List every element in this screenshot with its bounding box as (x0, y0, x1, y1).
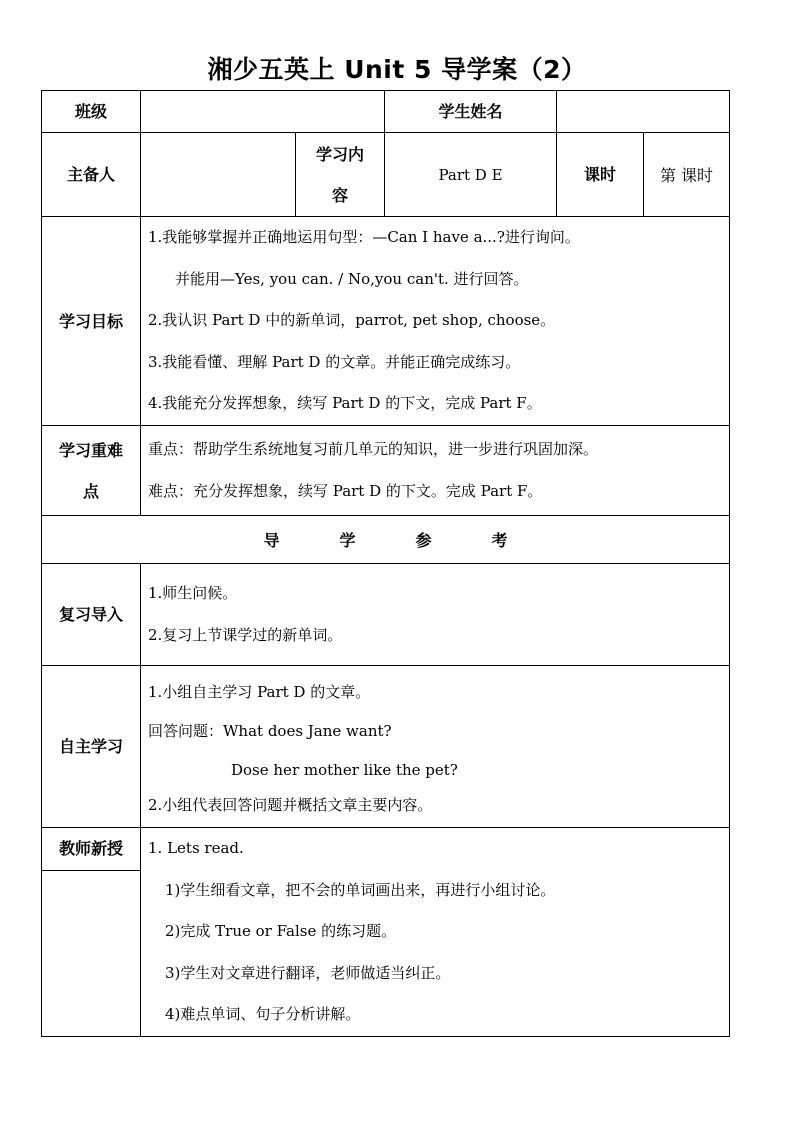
self-study-line: 1.小组自主学习 Part D 的文章。 (148, 683, 371, 701)
preparer-value (141, 133, 296, 217)
self-study-row (42, 666, 730, 828)
guide-header-char: 参 (415, 531, 432, 550)
review-content (141, 564, 730, 666)
teaching-line: 2)完成 True or False 的练习题。 (165, 922, 397, 940)
teaching-label: 教师新授 (42, 828, 141, 871)
teaching-content (141, 828, 730, 1037)
review-row (42, 564, 730, 666)
content-value: Part D E (385, 133, 557, 217)
guide-header-char: 导 (263, 531, 280, 550)
class-value (141, 91, 385, 133)
objectives-label: 学习目标 (42, 217, 141, 426)
content-label-line-2: 容 (331, 185, 348, 205)
review-label: 复习导入 (42, 564, 141, 666)
teaching-line: 3)学生对文章进行翻译，老师做适当纠正。 (165, 963, 451, 982)
key-points-label (42, 426, 141, 516)
key-points-label-line-1: 学习重难 (58, 440, 123, 460)
objective-line: 3.我能看懂、理解 Part D 的文章。并能正确完成练习。 (148, 352, 521, 371)
teaching-line: 1. Lets read. (148, 839, 244, 857)
student-name-value (557, 91, 730, 133)
objectives-content (141, 217, 730, 426)
self-study-label: 自主学习 (42, 666, 141, 828)
teaching-row (42, 828, 730, 871)
guide-header-char: 考 (491, 531, 508, 550)
key-points-content (141, 426, 730, 516)
content-label-line-1: 学习内 (315, 144, 364, 164)
objective-line: 并能用—Yes, you can. / No,you can't. 进行回答。 (175, 269, 529, 288)
review-line: 1.师生问候。 (148, 584, 238, 602)
self-study-line: 2.小组代表回答问题并概括文章主要内容。 (148, 796, 433, 814)
key-points-row (42, 426, 730, 516)
review-line: 2.复习上节课学过的新单词。 (148, 625, 343, 644)
document-title: 湘少五英上 Unit 5 导学案（2） (207, 55, 587, 84)
teaching-line: 4)难点单词、句子分析讲解。 (165, 1005, 361, 1023)
student-name-label: 学生姓名 (385, 91, 557, 133)
self-study-line: Dose her mother like the pet? (231, 761, 458, 779)
class-row (42, 91, 730, 133)
key-point-line: 难点：充分发挥想象，续写 Part D 的下文。完成 Part F。 (148, 481, 543, 500)
guide-header-row (42, 516, 730, 564)
period-label: 课时 (557, 133, 644, 217)
class-label: 班级 (42, 91, 141, 133)
objective-line: 4.我能充分发挥想象，续写 Part D 的下文，完成 Part F。 (148, 394, 542, 413)
lesson-plan-table (41, 90, 730, 1037)
preparer-row (42, 133, 730, 217)
self-study-content (141, 666, 730, 828)
teaching-line: 1)学生细看文章，把不会的单词画出来，再进行小组讨论。 (165, 880, 556, 899)
teaching-label-empty (42, 870, 141, 1036)
content-label (296, 133, 385, 217)
objectives-row (42, 217, 730, 426)
key-point-line: 重点：帮助学生系统地复习前几单元的知识，进一步进行巩固加深。 (148, 440, 599, 458)
key-points-label-line-2: 点 (82, 481, 99, 501)
preparer-label: 主备人 (42, 133, 141, 217)
objective-line: 1.我能够掌握并正确地运用句型：—Can I have a...?进行询问。 (148, 228, 580, 247)
guide-header (42, 516, 730, 564)
self-study-line: 回答问题：What does Jane want? (148, 722, 392, 740)
guide-header-char: 学 (339, 531, 356, 550)
objective-line: 2.我认识 Part D 中的新单词，parrot, pet shop, choose。 (148, 311, 556, 330)
period-value: 第 课时 (644, 133, 730, 217)
